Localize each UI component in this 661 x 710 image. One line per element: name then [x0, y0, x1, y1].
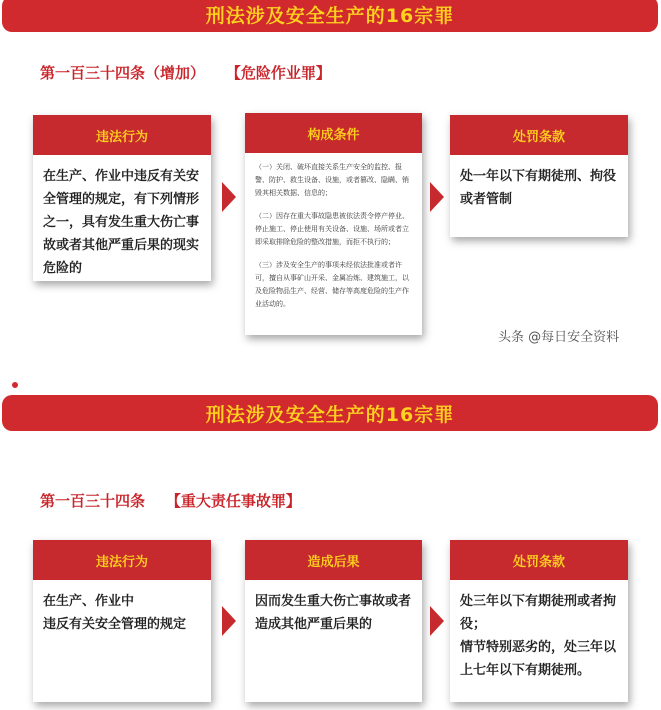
section1-penalty-card: [450, 115, 628, 237]
section1-condition-item: （二）因存在重大事故隐患被依法责令停产停业、停止施工、停止使用有关设备、设施、场所或者立即采取排除危险的整改措施，而拒不执行的；: [255, 212, 409, 246]
section2-penalty-card-header: [450, 540, 628, 580]
section2-consequence-card-header: [245, 540, 422, 580]
section2-banner-title: 刑法涉及安全生产的16宗罪: [205, 403, 455, 426]
decorative-dot: [12, 382, 18, 388]
section2-penalty-line: 情节特别恶劣的，处三年以上七年以下有期徒刑。: [460, 640, 617, 678]
section1-penalty-text: 处一年以下有期徒刑、拘役或者管制: [460, 169, 617, 207]
section1-penalty-card-body: [450, 155, 628, 221]
section1-conditions-card: [245, 113, 422, 335]
section2-penalty-card-body: [450, 580, 628, 692]
arrow-right-icon: [222, 606, 236, 636]
section1-conditions-card-title: 构成条件: [307, 127, 360, 143]
section2-banner: [2, 395, 658, 431]
watermark: 头条 @每日安全资料: [498, 330, 620, 345]
arrow-right-icon: [430, 606, 444, 636]
section1-article-heading: 第一百三十四条（增加） 【危险作业罪】: [40, 64, 331, 82]
section2-violation-card: [33, 540, 211, 702]
section2-consequence-text: 因而发生重大伤亡事故或者造成其他严重后果的: [255, 594, 412, 632]
section2-penalty-card: [450, 540, 628, 702]
section1-condition-item: （一）关闭、破坏直接关系生产安全的监控、报警、防护、救生设备、设施，或者篡改、隐瞒、销毁其相关数据、信息的；: [255, 163, 409, 197]
section1-violation-card-body: [33, 155, 211, 290]
section1-penalty-card-header: [450, 115, 628, 155]
section1-violation-card: [33, 115, 211, 281]
section2-penalty-card-title: 处罚条款: [512, 554, 565, 570]
section1-violation-card-header: [33, 115, 211, 155]
arrow-right-icon: [430, 182, 444, 212]
arrow-right-icon: [222, 182, 236, 212]
section2-violation-card-body: [33, 580, 211, 646]
section1-penalty-card-title: 处罚条款: [512, 129, 565, 145]
section2-violation-line: 在生产、作业中: [43, 594, 135, 609]
section2-consequence-card-title: 造成后果: [307, 554, 360, 570]
section1-conditions-list: [245, 153, 422, 329]
section2-penalty-line: 处三年以下有期徒刑或者拘役；: [460, 594, 617, 632]
section1-banner-title: 刑法涉及安全生产的16宗罪: [205, 4, 455, 27]
section1-violation-card-title: 违法行为: [95, 129, 148, 145]
section2-violation-line: 违反有关安全管理的规定: [43, 617, 187, 632]
section2-violation-card-title: 违法行为: [95, 554, 148, 570]
section1-conditions-card-header: [245, 113, 422, 153]
section2-article-heading: 第一百三十四条 【重大责任事故罪】: [40, 492, 301, 510]
section1-banner: [2, 0, 658, 32]
section2-violation-card-header: [33, 540, 211, 580]
section2-consequence-card: [245, 540, 422, 702]
section2-consequence-card-body: [245, 580, 422, 646]
section1-violation-text: 在生产、作业中违反有关安全管理的规定，有下列情形之一，具有发生重大伤亡事故或者其他严重后果的现实危险的: [43, 169, 200, 276]
section1-condition-item: （三）涉及安全生产的事项未经依法批准或者许可，擅自从事矿山开采、金属冶炼、建筑施工，以及危险物品生产、经营、储存等高度危险的生产作业活动的。: [255, 261, 409, 308]
